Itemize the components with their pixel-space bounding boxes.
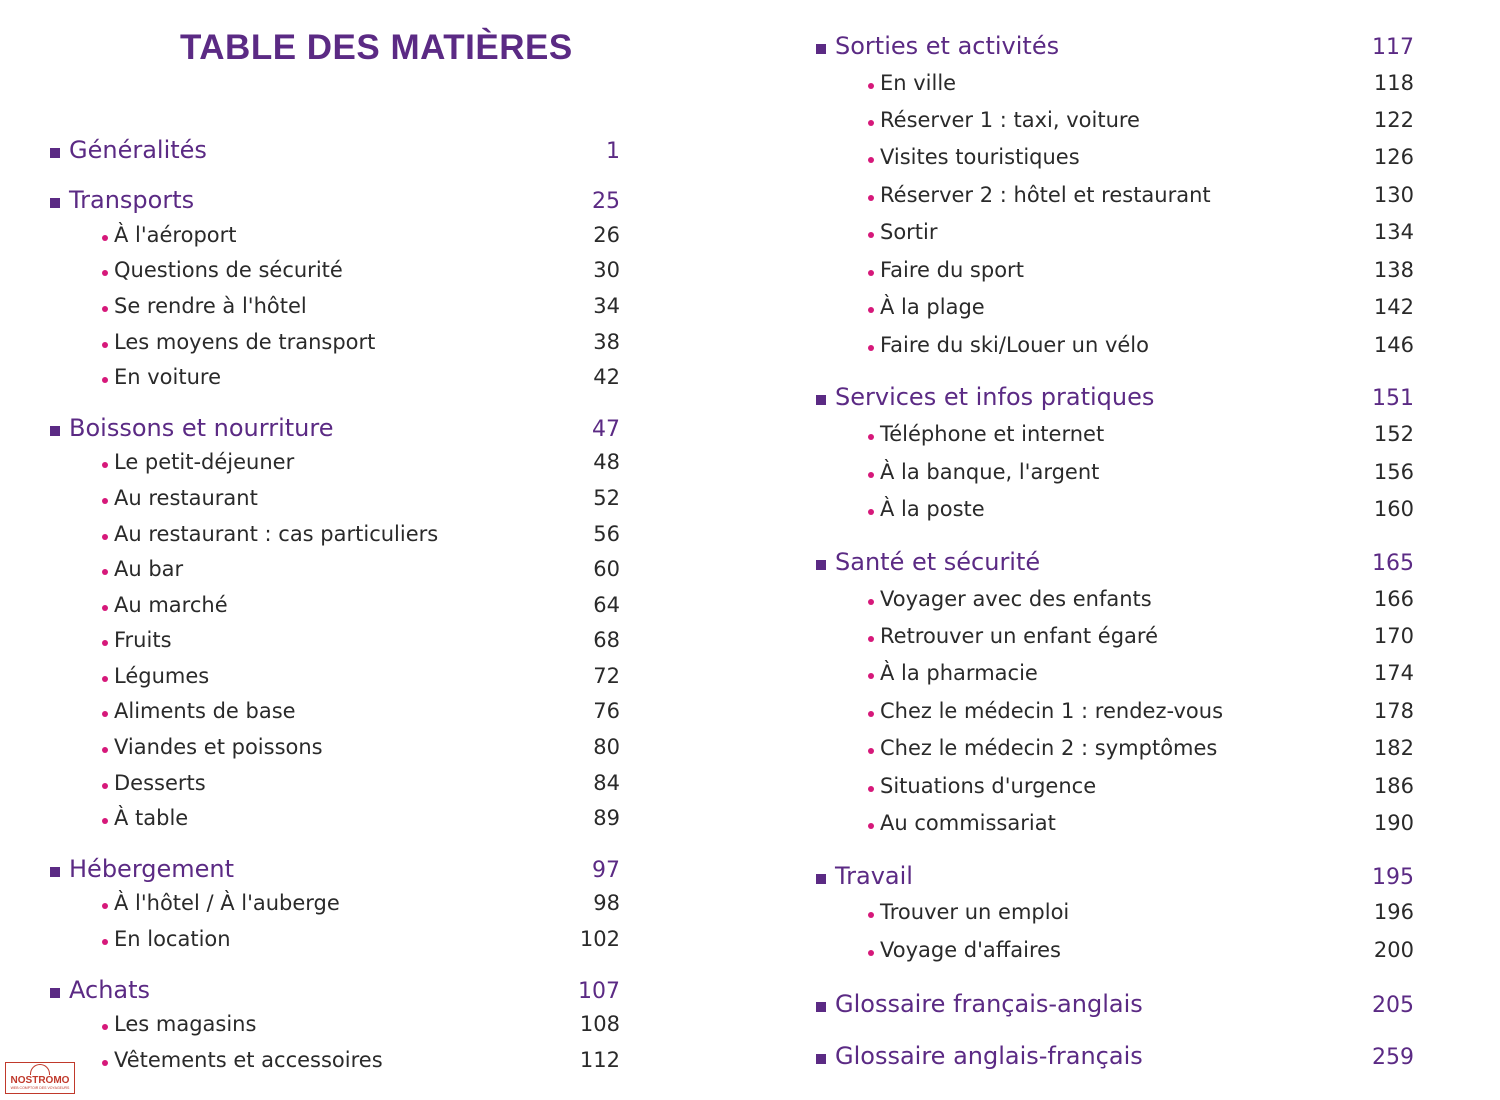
dot-bullet-icon xyxy=(868,823,874,829)
entry-label: À la banque, l'argent xyxy=(880,460,1100,484)
entry-label: Au restaurant xyxy=(114,486,258,510)
toc-entry[interactable] xyxy=(816,624,1414,648)
page-number: 126 xyxy=(1373,145,1414,169)
page-number: 56 xyxy=(593,522,620,546)
toc-entry[interactable] xyxy=(50,1048,620,1072)
square-bullet-icon xyxy=(816,1002,826,1012)
entry-label: À l'hôtel / À l'auberge xyxy=(114,891,340,915)
globe-icon xyxy=(30,1064,50,1075)
page-number: 64 xyxy=(593,593,620,617)
logo-name: NOSTROMO xyxy=(10,1075,70,1086)
dot-bullet-icon xyxy=(102,747,108,753)
dot-bullet-icon xyxy=(102,711,108,717)
dot-bullet-icon xyxy=(102,342,108,348)
page-number: 134 xyxy=(1373,220,1414,244)
dot-bullet-icon xyxy=(868,83,874,89)
entry-label: Faire du ski/Louer un vélo xyxy=(880,333,1149,357)
toc-entry[interactable] xyxy=(816,497,1414,521)
dot-bullet-icon xyxy=(102,605,108,611)
entry-label: Au commissariat xyxy=(880,811,1056,835)
toc-entry[interactable] xyxy=(50,258,620,282)
dot-bullet-icon xyxy=(102,498,108,504)
dot-bullet-icon xyxy=(868,711,874,717)
page-number: 25 xyxy=(592,189,620,214)
toc-section[interactable] xyxy=(50,976,620,1004)
entry-label: Réserver 2 : hôtel et restaurant xyxy=(880,183,1211,207)
page-number: 130 xyxy=(1373,183,1414,207)
section-label: Achats xyxy=(69,976,151,1004)
section-label: Services et infos pratiques xyxy=(835,383,1155,411)
page-number: 117 xyxy=(1372,35,1414,60)
dot-bullet-icon xyxy=(102,903,108,909)
toc-entry[interactable] xyxy=(50,806,620,830)
dot-bullet-icon xyxy=(102,534,108,540)
page-number: 174 xyxy=(1373,661,1414,685)
entry-label: À la poste xyxy=(880,497,985,521)
entry-label: Au marché xyxy=(114,593,228,617)
dot-bullet-icon xyxy=(102,270,108,276)
dot-bullet-icon xyxy=(868,912,874,918)
page-number: 72 xyxy=(593,664,620,688)
toc-entry[interactable] xyxy=(816,295,1414,319)
dot-bullet-icon xyxy=(102,462,108,468)
dot-bullet-icon xyxy=(868,748,874,754)
section-label: Hébergement xyxy=(69,855,235,883)
section-label: Transports xyxy=(69,186,195,214)
page-number: 160 xyxy=(1373,497,1414,521)
nostromo-logo xyxy=(5,1062,75,1094)
toc-entry[interactable] xyxy=(816,333,1414,357)
entry-label: En ville xyxy=(880,71,957,95)
page-number: 38 xyxy=(593,330,620,354)
page-number: 170 xyxy=(1373,624,1414,648)
toc-entry[interactable] xyxy=(50,1012,620,1036)
section-label: Généralités xyxy=(69,136,207,164)
page-number: 195 xyxy=(1372,865,1414,890)
square-bullet-icon xyxy=(50,867,60,877)
entry-label: Voyage d'affaires xyxy=(880,938,1061,962)
page-number: 165 xyxy=(1372,551,1414,576)
toc-entry[interactable] xyxy=(50,486,620,510)
dot-bullet-icon xyxy=(868,120,874,126)
entry-label: À la pharmacie xyxy=(880,661,1038,685)
toc-entry[interactable] xyxy=(816,587,1414,611)
dot-bullet-icon xyxy=(102,783,108,789)
page-number: 60 xyxy=(593,557,620,581)
entry-label: Réserver 1 : taxi, voiture xyxy=(880,108,1140,132)
page-number: 122 xyxy=(1373,108,1414,132)
entry-label: Les magasins xyxy=(114,1012,257,1036)
toc-entry[interactable] xyxy=(50,699,620,723)
page-number: 102 xyxy=(579,927,620,951)
page-number: 151 xyxy=(1372,386,1414,411)
page-number: 98 xyxy=(593,891,620,915)
dot-bullet-icon xyxy=(868,509,874,515)
entry-label: Le petit-déjeuner xyxy=(114,450,295,474)
square-bullet-icon xyxy=(50,988,60,998)
entry-label: En location xyxy=(114,927,231,951)
entry-label: Retrouver un enfant égaré xyxy=(880,624,1159,648)
toc-entry[interactable] xyxy=(50,628,620,652)
toc-entry[interactable] xyxy=(50,735,620,759)
page-number: 166 xyxy=(1373,587,1414,611)
toc-entry[interactable] xyxy=(50,365,620,389)
entry-label: Viandes et poissons xyxy=(114,735,323,759)
toc-entry[interactable] xyxy=(816,71,1414,95)
page-number: 196 xyxy=(1373,900,1414,924)
entry-label: Se rendre à l'hôtel xyxy=(114,294,307,318)
page-title: TABLE DES MATIÈRES xyxy=(180,28,573,67)
entry-label: À table xyxy=(114,806,189,830)
entry-label: Au restaurant : cas particuliers xyxy=(114,522,439,546)
toc-entry[interactable] xyxy=(50,927,620,951)
dot-bullet-icon xyxy=(102,569,108,575)
page-number: 47 xyxy=(592,417,620,442)
dot-bullet-icon xyxy=(102,640,108,646)
dot-bullet-icon xyxy=(102,235,108,241)
toc-entry[interactable] xyxy=(50,891,620,915)
toc-entry[interactable] xyxy=(816,258,1414,282)
dot-bullet-icon xyxy=(868,345,874,351)
square-bullet-icon xyxy=(50,426,60,436)
entry-label: Les moyens de transport xyxy=(114,330,376,354)
entry-label: Situations d'urgence xyxy=(880,774,1097,798)
toc-entry[interactable] xyxy=(50,330,620,354)
dot-bullet-icon xyxy=(868,307,874,313)
dot-bullet-icon xyxy=(868,270,874,276)
page-number: 156 xyxy=(1373,460,1414,484)
toc-section[interactable] xyxy=(50,414,620,442)
entry-label: Au bar xyxy=(114,557,184,581)
entry-label: Légumes xyxy=(114,664,210,688)
toc-section[interactable] xyxy=(816,32,1414,60)
toc-entry[interactable] xyxy=(50,664,620,688)
toc-entry[interactable] xyxy=(50,294,620,318)
toc-entry[interactable] xyxy=(816,108,1414,132)
section-label: Santé et sécurité xyxy=(835,548,1041,576)
toc-entry[interactable] xyxy=(816,422,1414,446)
toc-entry[interactable] xyxy=(816,220,1414,244)
toc-entry[interactable] xyxy=(50,771,620,795)
page-number: 259 xyxy=(1372,1045,1414,1070)
square-bullet-icon xyxy=(816,1054,826,1064)
page-number: 84 xyxy=(593,771,620,795)
square-bullet-icon xyxy=(816,395,826,405)
page-number: 146 xyxy=(1373,333,1414,357)
page-number: 118 xyxy=(1373,71,1414,95)
entry-label: Desserts xyxy=(114,771,206,795)
dot-bullet-icon xyxy=(102,676,108,682)
page-number: 108 xyxy=(579,1012,620,1036)
page-number: 152 xyxy=(1373,422,1414,446)
page-number: 34 xyxy=(593,294,620,318)
dot-bullet-icon xyxy=(102,818,108,824)
section-label: Travail xyxy=(835,862,913,890)
entry-label: Questions de sécurité xyxy=(114,258,343,282)
dot-bullet-icon xyxy=(102,377,108,383)
entry-label: Visites touristiques xyxy=(880,145,1080,169)
page-number: 205 xyxy=(1372,993,1414,1018)
toc-section[interactable] xyxy=(50,855,620,883)
dot-bullet-icon xyxy=(868,232,874,238)
toc-entry[interactable] xyxy=(50,450,620,474)
toc-entry[interactable] xyxy=(50,522,620,546)
page-number: 52 xyxy=(593,486,620,510)
entry-label: Aliments de base xyxy=(114,699,296,723)
dot-bullet-icon xyxy=(868,636,874,642)
entry-label: Vêtements et accessoires xyxy=(114,1048,383,1072)
page-number: 68 xyxy=(593,628,620,652)
toc-section[interactable] xyxy=(816,990,1414,1018)
page-number: 200 xyxy=(1373,938,1414,962)
entry-label: Trouver un emploi xyxy=(880,900,1070,924)
entry-label: Sortir xyxy=(880,220,938,244)
section-label: Boissons et nourriture xyxy=(69,414,334,442)
toc-section[interactable] xyxy=(816,862,1414,890)
dot-bullet-icon xyxy=(102,939,108,945)
entry-label: Faire du sport xyxy=(880,258,1024,282)
logo-tagline: WEB COMPTOIR DES VOYAGEURS xyxy=(10,1086,70,1090)
entry-label: Chez le médecin 1 : rendez-vous xyxy=(880,699,1224,723)
entry-label: En voiture xyxy=(114,365,221,389)
toc-entry[interactable] xyxy=(50,593,620,617)
page-number: 142 xyxy=(1373,295,1414,319)
page-number: 48 xyxy=(593,450,620,474)
square-bullet-icon xyxy=(50,198,60,208)
toc-section[interactable] xyxy=(50,136,620,164)
entry-label: À l'aéroport xyxy=(114,223,237,247)
page-number: 89 xyxy=(593,806,620,830)
square-bullet-icon xyxy=(816,560,826,570)
toc-section[interactable] xyxy=(816,383,1414,411)
entry-label: Voyager avec des enfants xyxy=(880,587,1152,611)
dot-bullet-icon xyxy=(868,195,874,201)
page-number: 112 xyxy=(579,1048,620,1072)
square-bullet-icon xyxy=(816,44,826,54)
dot-bullet-icon xyxy=(868,786,874,792)
toc-entry[interactable] xyxy=(816,460,1414,484)
entry-label: Fruits xyxy=(114,628,172,652)
toc-entry[interactable] xyxy=(816,900,1414,924)
dot-bullet-icon xyxy=(102,1060,108,1066)
toc-entry[interactable] xyxy=(816,661,1414,685)
toc-entry[interactable] xyxy=(816,699,1414,723)
toc-entry[interactable] xyxy=(816,811,1414,835)
dot-bullet-icon xyxy=(868,472,874,478)
dot-bullet-icon xyxy=(868,434,874,440)
entry-label: Téléphone et internet xyxy=(880,422,1105,446)
toc-entry[interactable] xyxy=(816,774,1414,798)
dot-bullet-icon xyxy=(868,599,874,605)
dot-bullet-icon xyxy=(868,950,874,956)
page-number: 26 xyxy=(593,223,620,247)
entry-label: Chez le médecin 2 : symptômes xyxy=(880,736,1218,760)
page-number: 186 xyxy=(1373,774,1414,798)
toc-entry[interactable] xyxy=(50,223,620,247)
page-number: 42 xyxy=(593,365,620,389)
toc-entry[interactable] xyxy=(816,938,1414,962)
page-number: 1 xyxy=(606,139,620,164)
toc-entry[interactable] xyxy=(816,736,1414,760)
page-number: 138 xyxy=(1373,258,1414,282)
dot-bullet-icon xyxy=(102,1024,108,1030)
page-number: 80 xyxy=(593,735,620,759)
toc-entry[interactable] xyxy=(50,557,620,581)
page-number: 107 xyxy=(578,979,620,1004)
page-number: 190 xyxy=(1373,811,1414,835)
page-number: 182 xyxy=(1373,736,1414,760)
page-number: 178 xyxy=(1373,699,1414,723)
page-number: 76 xyxy=(593,699,620,723)
square-bullet-icon xyxy=(50,148,60,158)
toc-entry[interactable] xyxy=(816,183,1414,207)
page-number: 97 xyxy=(592,858,620,883)
toc-section[interactable] xyxy=(816,1042,1414,1070)
entry-label: À la plage xyxy=(880,295,985,319)
page-number: 30 xyxy=(593,258,620,282)
toc-entry[interactable] xyxy=(816,145,1414,169)
dot-bullet-icon xyxy=(868,157,874,163)
section-label: Glossaire français-anglais xyxy=(835,990,1143,1018)
toc-section[interactable] xyxy=(50,186,620,214)
square-bullet-icon xyxy=(816,874,826,884)
section-label: Glossaire anglais-français xyxy=(835,1042,1143,1070)
dot-bullet-icon xyxy=(102,306,108,312)
section-label: Sorties et activités xyxy=(835,32,1060,60)
toc-section[interactable] xyxy=(816,548,1414,576)
dot-bullet-icon xyxy=(868,673,874,679)
